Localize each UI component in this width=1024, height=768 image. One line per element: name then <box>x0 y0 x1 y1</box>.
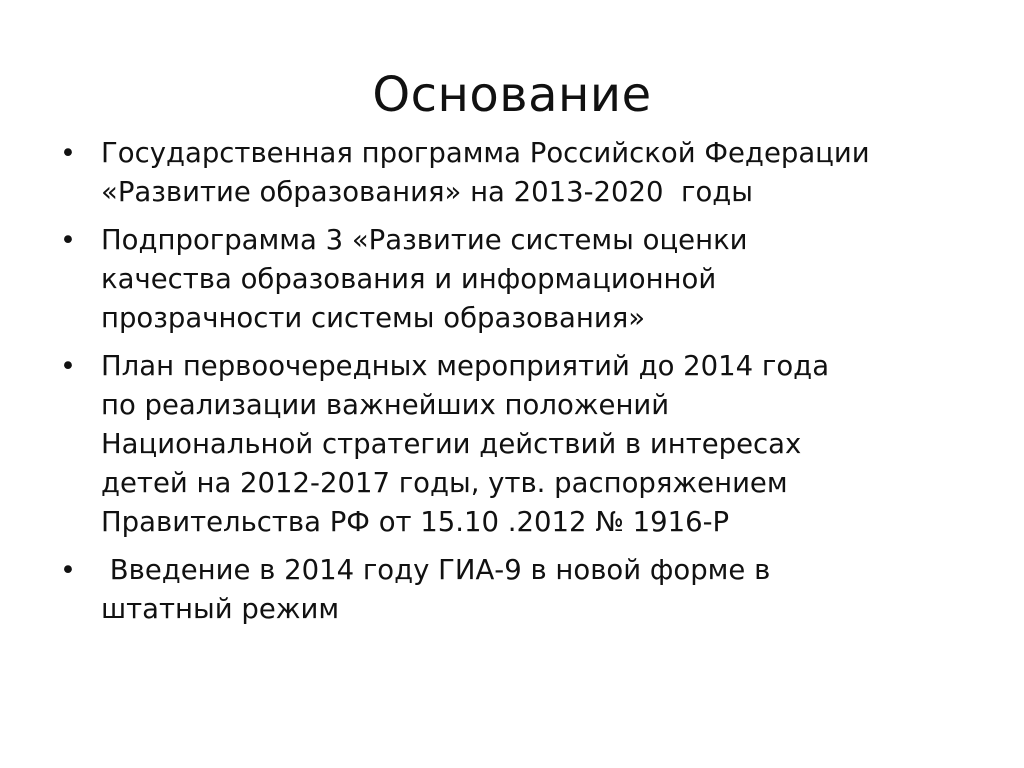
bullet-icon: • <box>60 138 76 169</box>
bullet-line: Государственная программа Российской Федерации <box>101 137 870 169</box>
bullet-item <box>60 551 980 629</box>
bullet-line: прозрачности системы образования» <box>101 302 646 334</box>
bullet-icon: • <box>60 555 76 586</box>
bullet-line: Введение в 2014 году ГИА-9 в новой форме в <box>101 554 771 586</box>
bullet-line: штатный режим <box>101 593 340 625</box>
bullet-line: «Развитие образования» на 2013-2020 годы <box>101 176 754 208</box>
bullet-item <box>60 347 980 542</box>
bullet-line: Правительства РФ от 15.10 .2012 № 1916-Р <box>101 506 730 538</box>
slide-title: Основание <box>372 67 652 123</box>
bullet-icon: • <box>60 225 76 256</box>
bullet-line: детей на 2012-2017 годы, утв. распоряжением <box>101 467 788 499</box>
bullet-line: Национальной стратегии действий в интересах <box>101 428 802 460</box>
bullet-line: по реализации важнейших положений <box>101 389 670 421</box>
bullet-line: Подпрограмма 3 «Развитие системы оценки <box>101 224 748 256</box>
bullet-line: План первоочередных мероприятий до 2014 года <box>101 350 830 382</box>
bullet-line: качества образования и информационной <box>101 263 717 295</box>
bullet-item <box>60 134 980 212</box>
bullet-item <box>60 221 980 338</box>
bullet-icon: • <box>60 351 76 382</box>
bullet-list <box>60 134 980 638</box>
